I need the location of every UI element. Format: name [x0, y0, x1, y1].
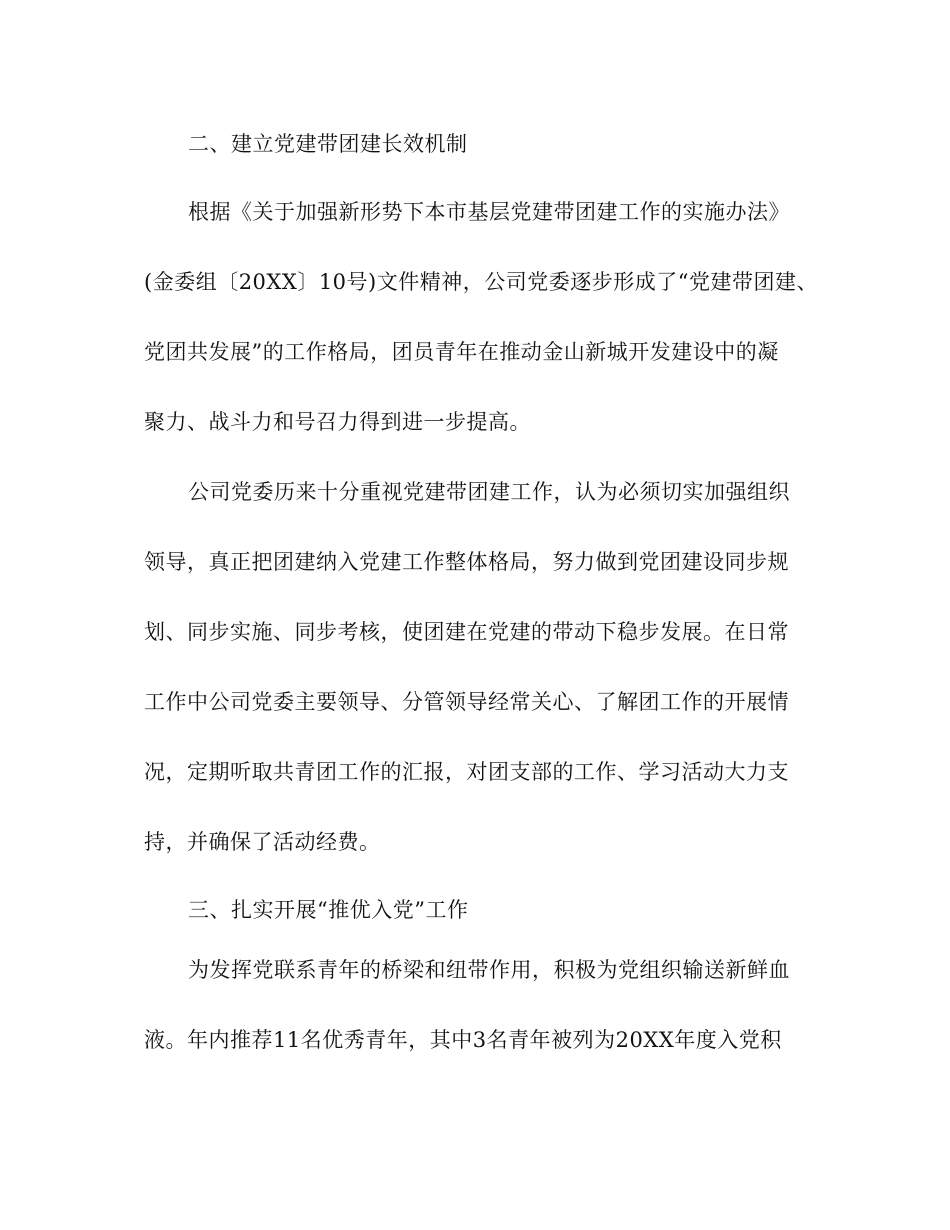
paragraph-line: 党团共发展”的工作格局，团员青年在推动金山新城开发建设中的凝: [144, 340, 779, 364]
section-heading-3: 三、扎实开展“推优入党”工作: [188, 898, 469, 922]
paragraph-line: 为发挥党联系青年的桥梁和纽带作用，积极为党组织输送新鲜血: [188, 958, 790, 982]
paragraph-line: 根据《关于加强新形势下本市基层党建带团建工作的实施办法》: [188, 200, 790, 224]
paragraph-line: 划、同步实施、同步考核，使团建在党建的带动下稳步发展。在日常: [144, 620, 789, 644]
paragraph-line: 领导，真正把团建纳入党建工作整体格局，努力做到党团建设同步规: [144, 550, 789, 574]
paragraph-line: 工作中公司党委主要领导、分管领导经常关心、了解团工作的开展情: [144, 690, 789, 714]
paragraph-line: 液。年内推荐11名优秀青年，其中3名青年被列为20XX年度入党积: [144, 1028, 782, 1052]
paragraph-line: (金委组〔20XX〕10号)文件精神，公司党委逐步形成了“党建带团建、: [144, 270, 818, 294]
paragraph-line: 持，并确保了活动经费。: [144, 830, 381, 854]
paragraph-line: 聚力、战斗力和号召力得到进一步提高。: [144, 410, 531, 434]
section-heading-2: 二、建立党建带团建长效机制: [188, 132, 468, 156]
paragraph-line: 公司党委历来十分重视党建带团建工作，认为必须切实加强组织: [188, 480, 790, 504]
paragraph-line: 况，定期听取共青团工作的汇报，对团支部的工作、学习活动大力支: [144, 760, 789, 784]
